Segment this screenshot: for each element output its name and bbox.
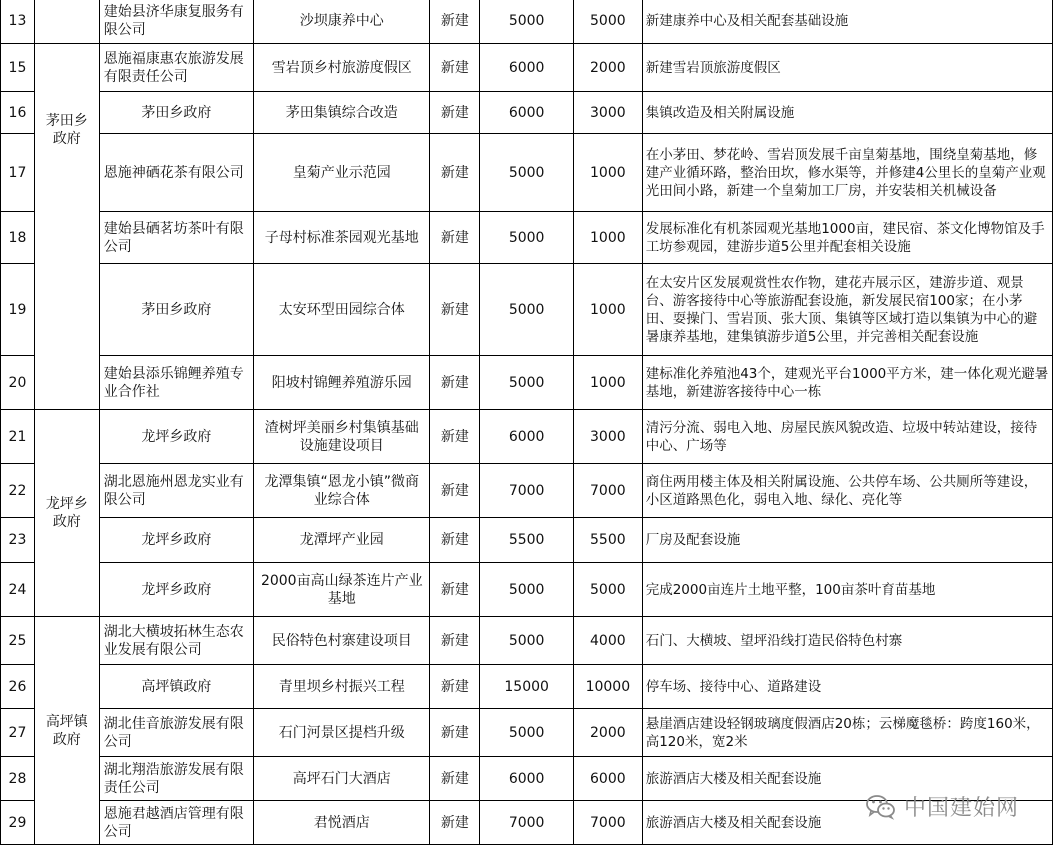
content-cell: 完成2000亩连片土地平整，100亩茶叶育苗基地 — [642, 563, 1052, 617]
group-cell: 龙坪乡政府 — [34, 410, 99, 617]
table-row — [1, 709, 1053, 757]
total-cell: 15000 — [480, 665, 574, 709]
project-cell: 渣树坪美丽乡村集镇基础设施建设项目 — [254, 410, 430, 464]
invest-cell: 6000 — [573, 757, 642, 801]
table-row — [1, 410, 1053, 464]
type-cell: 新建 — [430, 44, 480, 92]
row-number: 16 — [1, 92, 35, 134]
type-cell: 新建 — [430, 757, 480, 801]
project-cell: 龙潭坪产业园 — [254, 518, 430, 563]
invest-cell: 5500 — [573, 518, 642, 563]
type-cell: 新建 — [430, 617, 480, 665]
content-cell: 旅游酒店大楼及相关配套设施 — [642, 757, 1052, 801]
project-cell: 茅田集镇综合改造 — [254, 92, 430, 134]
unit-cell: 湖北翔浩旅游发展有限责任公司 — [99, 757, 253, 801]
unit-cell: 建始县添乐锦鲤养殖专业合作社 — [99, 356, 253, 410]
type-cell: 新建 — [430, 356, 480, 410]
row-number: 24 — [1, 563, 35, 617]
table-row — [1, 518, 1053, 563]
row-number: 25 — [1, 617, 35, 665]
table-row — [1, 665, 1053, 709]
project-cell: 君悦酒店 — [254, 801, 430, 845]
total-cell: 6000 — [480, 44, 574, 92]
total-cell: 5500 — [480, 518, 574, 563]
row-number: 19 — [1, 264, 35, 356]
project-cell: 民俗特色村寨建设项目 — [254, 617, 430, 665]
content-cell: 清污分流、弱电入地、房屋民族风貌改造、垃圾中转站建设，接待中心、广场等 — [642, 410, 1052, 464]
row-number: 20 — [1, 356, 35, 410]
content-cell: 悬崖酒店建设轻钢玻璃度假酒店20栋；云梯魔毯桥：跨度160米，高120米，宽2米 — [642, 709, 1052, 757]
row-number: 26 — [1, 665, 35, 709]
table-row — [1, 212, 1053, 264]
invest-cell: 3000 — [573, 410, 642, 464]
content-cell: 建标准化养殖池43个，建观光平台1000平方米，建一体化观光避暑基地，新建游客接待中心一栋 — [642, 356, 1052, 410]
type-cell: 新建 — [430, 264, 480, 356]
total-cell: 5000 — [480, 212, 574, 264]
type-cell: 新建 — [430, 92, 480, 134]
unit-cell: 龙坪乡政府 — [99, 410, 253, 464]
unit-cell: 龙坪乡政府 — [99, 563, 253, 617]
group-cell: 高坪镇政府 — [34, 617, 99, 845]
unit-cell: 湖北佳音旅游发展有限公司 — [99, 709, 253, 757]
row-number: 13 — [1, 0, 35, 44]
table-row — [1, 464, 1053, 518]
total-cell: 5000 — [480, 356, 574, 410]
row-number: 29 — [1, 801, 35, 845]
content-cell: 集镇改造及相关附属设施 — [642, 92, 1052, 134]
content-cell: 在小茅田、梦花岭、雪岩顶发展千亩皇菊基地，围绕皇菊基地，修建产业循环路，整治田坎，修水渠等，并修建4公里长的皇菊产业观光田间小路，新建一个皇菊加工厂房，并安装相关机械设备 — [642, 134, 1052, 212]
type-cell: 新建 — [430, 563, 480, 617]
invest-cell: 1000 — [573, 356, 642, 410]
unit-cell: 恩施神硒花茶有限公司 — [99, 134, 253, 212]
table-row — [1, 92, 1053, 134]
invest-cell: 1000 — [573, 264, 642, 356]
invest-cell: 7000 — [573, 464, 642, 518]
project-cell: 太安环型田园综合体 — [254, 264, 430, 356]
content-cell: 旅游酒店大楼及相关配套设施 — [642, 801, 1052, 845]
project-cell: 石门河景区提档升级 — [254, 709, 430, 757]
invest-cell: 3000 — [573, 92, 642, 134]
type-cell: 新建 — [430, 518, 480, 563]
row-number: 18 — [1, 212, 35, 264]
project-cell: 子母村标准茶园观光基地 — [254, 212, 430, 264]
row-number: 28 — [1, 757, 35, 801]
unit-cell: 湖北大横坡拓林生态农业发展有限公司 — [99, 617, 253, 665]
project-cell: 青里坝乡村振兴工程 — [254, 665, 430, 709]
type-cell: 新建 — [430, 709, 480, 757]
row-number: 23 — [1, 518, 35, 563]
total-cell: 7000 — [480, 464, 574, 518]
type-cell: 新建 — [430, 464, 480, 518]
unit-cell: 建始县硒茗坊茶叶有限公司 — [99, 212, 253, 264]
total-cell: 5000 — [480, 563, 574, 617]
invest-cell: 5000 — [573, 0, 642, 44]
invest-cell: 1000 — [573, 134, 642, 212]
unit-cell: 茅田乡政府 — [99, 92, 253, 134]
watermark — [866, 791, 1019, 822]
project-cell: 皇菊产业示范园 — [254, 134, 430, 212]
group-cell: 茅田乡政府 — [34, 44, 99, 410]
total-cell: 7000 — [480, 801, 574, 845]
unit-cell: 高坪镇政府 — [99, 665, 253, 709]
content-cell: 新建康养中心及相关配套基础设施 — [642, 0, 1052, 44]
watermark-text: 中国建始网 — [903, 796, 1019, 821]
total-cell: 5000 — [480, 617, 574, 665]
wechat-icon — [866, 794, 896, 820]
total-cell: 5000 — [480, 264, 574, 356]
unit-cell: 建始县济华康复服务有限公司 — [99, 0, 253, 44]
type-cell: 新建 — [430, 0, 480, 44]
type-cell: 新建 — [430, 134, 480, 212]
type-cell: 新建 — [430, 801, 480, 845]
project-cell: 雪岩顶乡村旅游度假区 — [254, 44, 430, 92]
project-cell: 阳坡村锦鲤养殖游乐园 — [254, 356, 430, 410]
content-cell: 厂房及配套设施 — [642, 518, 1052, 563]
total-cell: 5000 — [480, 134, 574, 212]
type-cell: 新建 — [430, 665, 480, 709]
invest-cell: 10000 — [573, 665, 642, 709]
row-number: 15 — [1, 44, 35, 92]
content-cell: 新建雪岩顶旅游度假区 — [642, 44, 1052, 92]
project-cell: 沙坝康养中心 — [254, 0, 430, 44]
project-cell: 2000亩高山绿茶连片产业基地 — [254, 563, 430, 617]
row-number: 22 — [1, 464, 35, 518]
invest-cell: 1000 — [573, 212, 642, 264]
table-row — [1, 264, 1053, 356]
unit-cell: 恩施君越酒店管理有限公司 — [99, 801, 253, 845]
row-number: 27 — [1, 709, 35, 757]
row-number: 17 — [1, 134, 35, 212]
table-row — [1, 134, 1053, 212]
table-row — [1, 0, 1053, 44]
invest-cell: 2000 — [573, 709, 642, 757]
invest-cell: 7000 — [573, 801, 642, 845]
table-row — [1, 617, 1053, 665]
content-cell: 发展标准化有机茶园观光基地1000亩，建民宿、茶文化博物馆及手工坊参观园，建游步道5公里并配套相关设施 — [642, 212, 1052, 264]
total-cell: 5000 — [480, 709, 574, 757]
content-cell: 商住两用楼主体及相关附属设施、公共停车场、公共厕所等建设，小区道路黑色化，弱电入地、绿化、亮化等 — [642, 464, 1052, 518]
type-cell: 新建 — [430, 212, 480, 264]
total-cell: 6000 — [480, 757, 574, 801]
row-number: 21 — [1, 410, 35, 464]
table-row — [1, 563, 1053, 617]
unit-cell: 恩施福康惠农旅游发展有限责任公司 — [99, 44, 253, 92]
project-cell: 高坪石门大酒店 — [254, 757, 430, 801]
content-cell: 在太安片区发展观赏性农作物，建花卉展示区，建游步道、观景台、游客接待中心等旅游配套设施，新发展民宿100家；在小茅田、耍操门、雪岩顶、张大顶、集镇等区域打造以集镇为中心的避暑康养基地，建集镇游步道5公里，并完善相关配套设施 — [642, 264, 1052, 356]
invest-cell: 2000 — [573, 44, 642, 92]
unit-cell: 茅田乡政府 — [99, 264, 253, 356]
invest-cell: 5000 — [573, 563, 642, 617]
content-cell: 停车场、接待中心、道路建设 — [642, 665, 1052, 709]
group-cell — [34, 0, 99, 44]
content-cell: 石门、大横坡、望坪沿线打造民俗特色村寨 — [642, 617, 1052, 665]
invest-cell: 4000 — [573, 617, 642, 665]
total-cell: 6000 — [480, 92, 574, 134]
total-cell: 6000 — [480, 410, 574, 464]
table-row — [1, 44, 1053, 92]
project-cell: 龙潭集镇“恩龙小镇”微商业综合体 — [254, 464, 430, 518]
unit-cell: 龙坪乡政府 — [99, 518, 253, 563]
table-row — [1, 356, 1053, 410]
type-cell: 新建 — [430, 410, 480, 464]
unit-cell: 湖北恩施州恩龙实业有限公司 — [99, 464, 253, 518]
total-cell: 5000 — [480, 0, 574, 44]
